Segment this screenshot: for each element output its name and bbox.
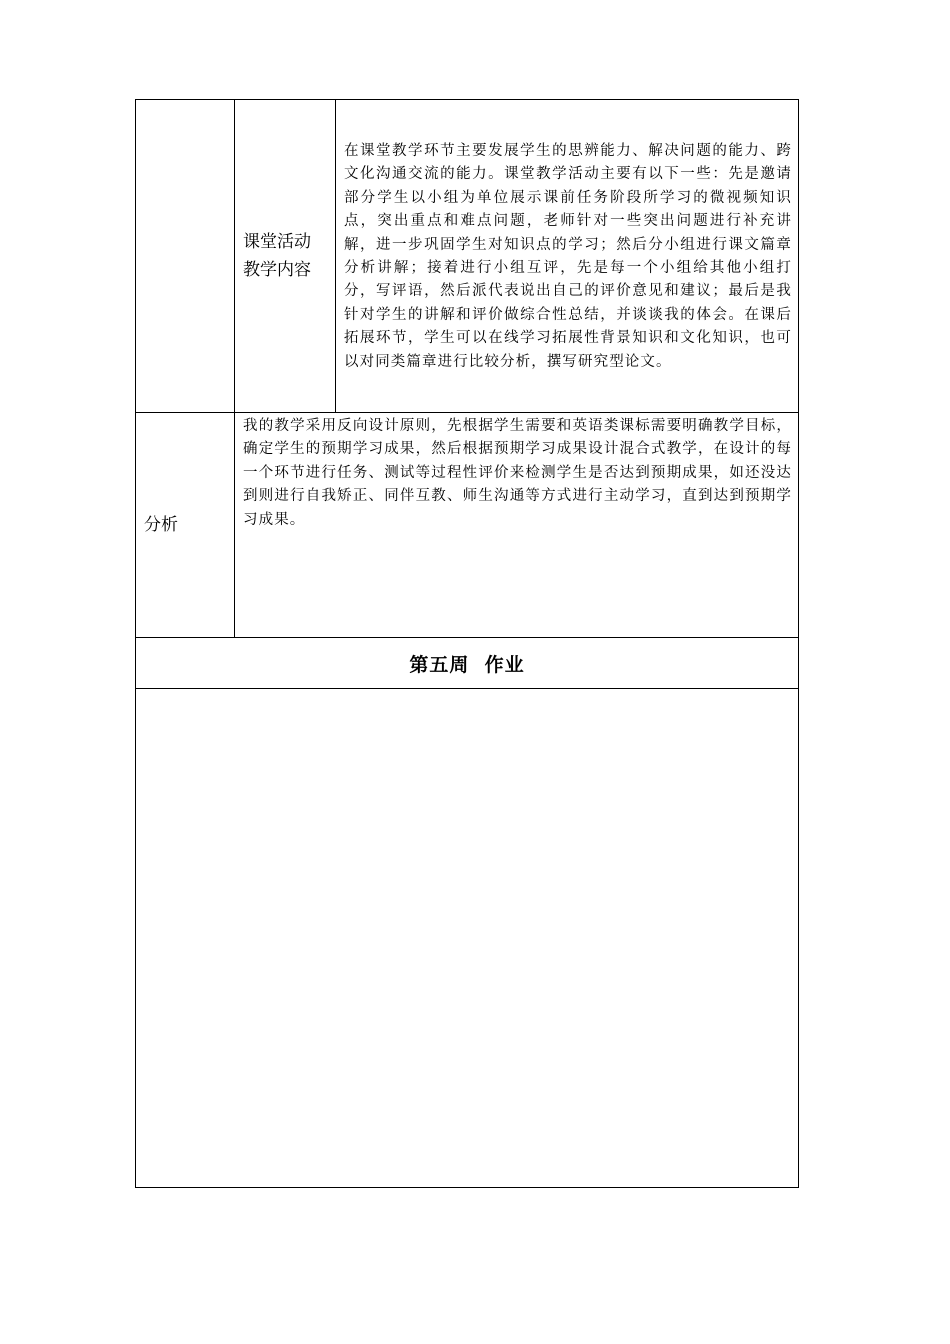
activity-label-line2: 教学内容	[243, 260, 311, 280]
activity-label-line1: 课堂活动	[243, 232, 311, 252]
activity-row	[136, 100, 799, 413]
homework-row	[136, 689, 799, 1188]
analysis-label-cell	[136, 413, 235, 638]
activity-content-text: 在课堂教学环节主要发展学生的思辨能力、解决问题的能力、跨文化沟通交流的能力。课堂教学活动主要有以下一些：先是邀请部分学生以小组为单位展示课前任务阶段所学习的微视频知识点，突出重点和难点问题，老师针对一些突出问题进行补充讲解，进一步巩固学生对知识点的学习；然后分小组进行课文篇章分析讲解；接着进行小组互评，先是每一个小组给其他小组打分，写评语，然后派代表说出自己的评价意见和建议；最后是我针对学生的讲解和评价做综合性总结，并谈谈我的体会。在课后拓展环节，学生可以在线学习拓展性背景知识和文化知识，也可以对同类篇章进行比较分析，撰写研究型论文。	[344, 142, 792, 370]
analysis-content-text: 我的教学采用反向设计原则，先根据学生需要和英语类课标需要明确教学目标，确定学生的预期学习成果，然后根据预期学习成果设计混合式教学，在设计的每一个环节进行任务、测试等过程性评价来检测学生是否达到预期成果，如还没达到则进行自我矫正、同伴互教、师生沟通等方式进行主动学习，直到达到预期学习成果。	[243, 418, 792, 528]
analysis-content-cell	[235, 413, 799, 638]
activity-content-cell	[336, 100, 799, 413]
section-title-cell	[136, 638, 799, 689]
homework-content-cell	[136, 689, 799, 1188]
analysis-label: 分析	[144, 515, 178, 535]
activity-empty-cell	[136, 100, 235, 413]
section-title: 第五周 作业	[409, 653, 525, 676]
activity-label-cell	[235, 100, 336, 413]
activity-label	[235, 228, 335, 284]
lesson-plan-table	[135, 99, 799, 1188]
section-title-row	[136, 638, 799, 689]
analysis-row	[136, 413, 799, 638]
